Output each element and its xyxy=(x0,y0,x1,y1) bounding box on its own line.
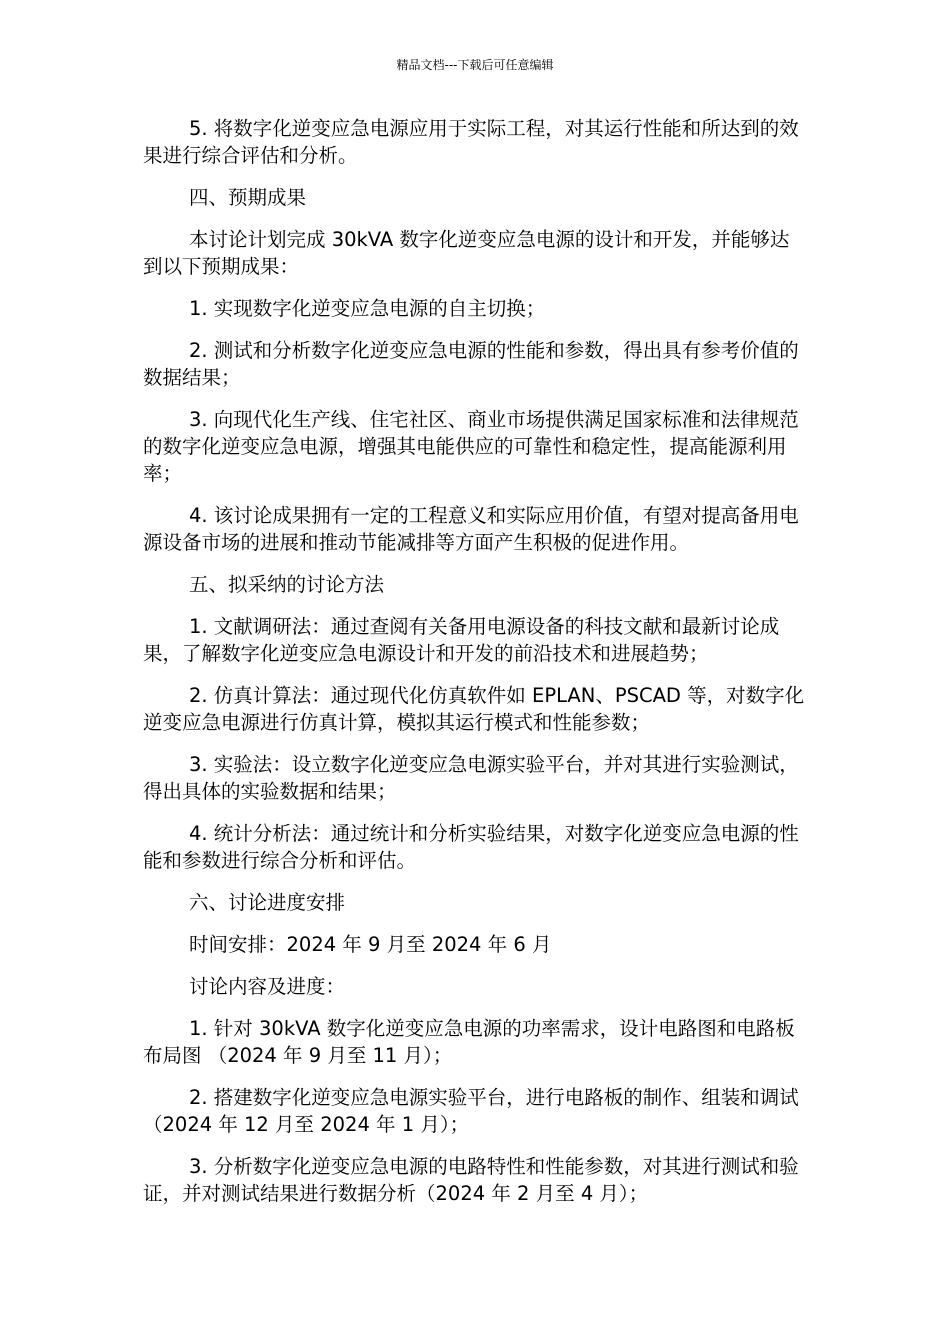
paragraph-schedule-3: 3. 分析数字化逆变应急电源的电路特性和性能参数，对其进行测试和验证，并对测试结果进行数据分析（2024 年 2 月至 4 月）； xyxy=(143,1155,799,1205)
section-heading-schedule: 六、讨论进度安排 xyxy=(189,891,346,914)
paragraph-intro-results: 本讨论计划完成 30kVA 数字化逆变应急电源的设计和开发，并能够达到以下预期成果： xyxy=(143,228,790,278)
paragraph-schedule-2: 2. 搭建数字化逆变应急电源实验平台，进行电路板的制作、组装和调试（2024 年 12 月至 2024 年 1 月）； xyxy=(143,1086,799,1136)
paragraph-method-1: 1. 文献调研法：通过查阅有关备用电源设备的科技文献和最新讨论成果，了解数字化逆变应急电源设计和开发的前沿技术和进展趋势； xyxy=(143,615,780,665)
paragraph-content-progress: 讨论内容及进度： xyxy=(189,975,346,998)
document-body xyxy=(143,115,807,1222)
section-heading-expected-results: 四、预期成果 xyxy=(189,186,307,209)
paragraph-method-3: 3. 实验法：设立数字化逆变应急电源实验平台，并对其进行实验测试，得出具体的实验数据和结果； xyxy=(143,753,799,803)
paragraph-method-2: 2. 仿真计算法：通过现代化仿真软件如 EPLAN、PSCAD 等，对数字化逆变应急电源进行仿真计算，模拟其运行模式和性能参数； xyxy=(143,684,805,734)
page-header: 精品文档---下载后可任意编辑 xyxy=(396,58,554,72)
paragraph-result-2: 2. 测试和分析数字化逆变应急电源的性能和参数，得出具有参考价值的数据结果； xyxy=(143,339,799,389)
paragraph-schedule-1: 1. 针对 30kVA 数字化逆变应急电源的功率需求，设计电路图和电路板布局图 （2024 年 9 月至 11 月）； xyxy=(143,1017,795,1067)
paragraph-result-1: 1. 实现数字化逆变应急电源的自主切换； xyxy=(189,297,546,320)
paragraph-item-5: 5. 将数字化逆变应急电源应用于实际工程，对其运行性能和所达到的效果进行综合评估和分析。 xyxy=(143,117,799,167)
section-heading-methods: 五、拟采纳的讨论方法 xyxy=(189,573,385,596)
paragraph-method-4: 4. 统计分析法：通过统计和分析实验结果，对数字化逆变应急电源的性能和参数进行综合分析和评估。 xyxy=(143,822,799,872)
paragraph-result-3: 3. 向现代化生产线、住宅社区、商业市场提供满足国家标准和法律规范的数字化逆变应急电源，增强其电能供应的可靠性和稳定性，提高能源利用率； xyxy=(143,408,799,485)
paragraph-result-4: 4. 该讨论成果拥有一定的工程意义和实际应用价值，有望对提高备用电源设备市场的进展和推动节能减排等方面产生积极的促进作用。 xyxy=(143,504,799,554)
paragraph-time-arrangement: 时间安排：2024 年 9 月至 2024 年 6 月 xyxy=(189,933,552,956)
